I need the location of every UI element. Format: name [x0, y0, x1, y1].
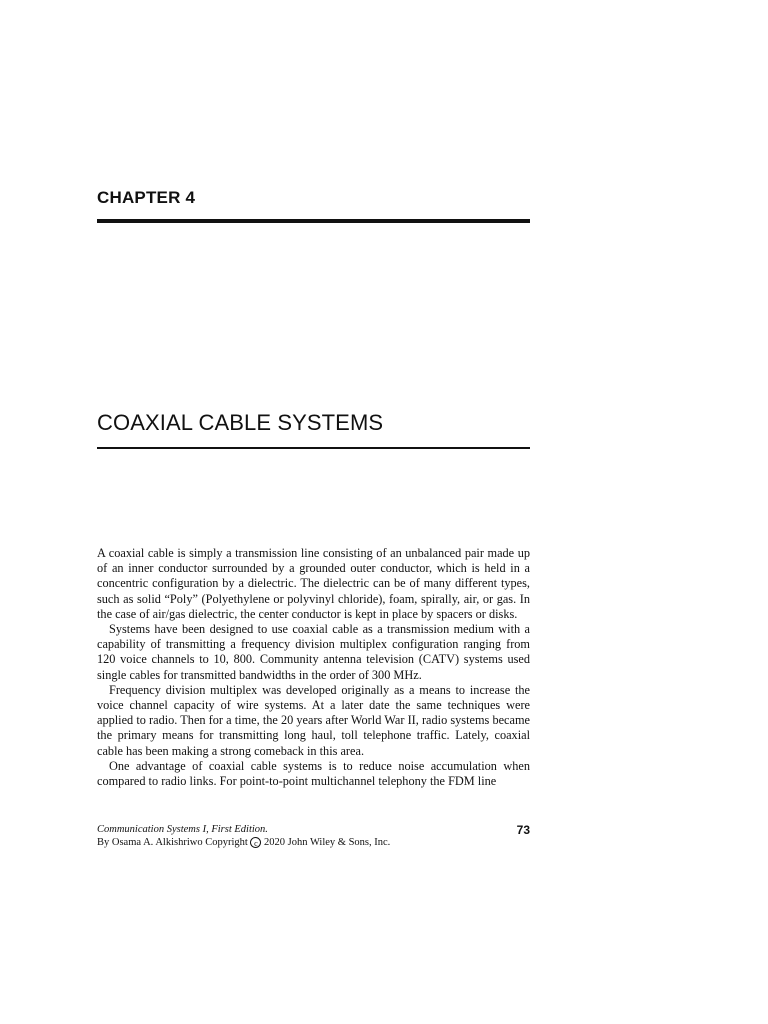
footer-edition: Communication Systems I, First Edition.: [97, 824, 268, 835]
body-text: [97, 546, 530, 789]
paragraph: Systems have been designed to use coaxial cable as a transmission medium with a capability of transmitting a frequency division multiplex configuration ranging from 120 voice channels to 10, 800. Community antenna television (CATV) systems used single cables for transmitted bandwidths in the order of 300 MHz.: [97, 622, 530, 682]
chapter-title-rule: [97, 447, 530, 449]
paragraph: One advantage of coaxial cable systems is to reduce noise accumulation when compared to radio links. For point-to-point multichannel telephony the FDM line: [97, 758, 530, 789]
chapter-title: COAXIAL CABLE SYSTEMS: [97, 410, 384, 435]
copyright-suffix: 2020 John Wiley & Sons, Inc.: [261, 837, 391, 848]
paragraph: Frequency division multiplex was developed originally as a means to increase the voice channel capacity of wire systems. At a later date the same techniques were applied to radio. Then for a time, the 20 years after World War II, radio systems became the primary means for transmitting long haul, toll telephone traffic. Lately, coaxial cable has been making a strong comeback in this area.: [97, 682, 530, 758]
page-number: 73: [516, 823, 530, 837]
paragraph: A coaxial cable is simply a transmission line consisting of an unbalanced pair made up of an inner conductor surrounded by a grounded outer conductor, which is held in a concentric configuration by a dielectric. The dielectric can be of many different types, such as solid “Poly” (Polyethylene or polyvinyl chloride), foam, spirally, air, or gas. In the case of air/gas dielectric, the center conductor is kept in place by spacers or disks.: [97, 546, 530, 621]
copyright-icon: c: [250, 837, 261, 848]
copyright-prefix: By Osama A. Alkishriwo Copyright: [97, 837, 251, 848]
chapter-heading-rule: [97, 219, 530, 223]
chapter-label: CHAPTER 4: [97, 188, 196, 207]
footer-copyright: [97, 837, 390, 848]
